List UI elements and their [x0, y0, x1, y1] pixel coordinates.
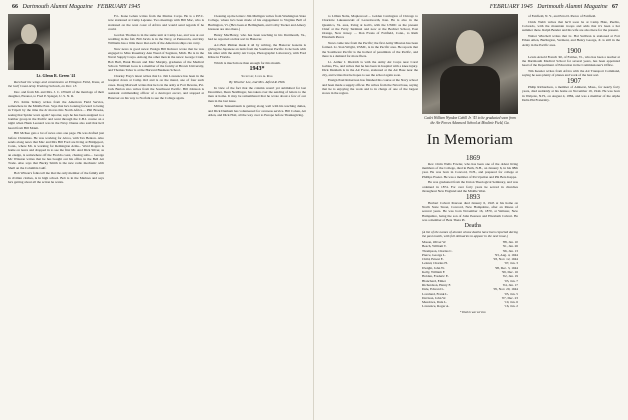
in-memoriam-heading: In Memoriam — [426, 132, 514, 148]
death-name: Leland, Charles H. — [422, 261, 448, 266]
paragraph: Ensign Paul Robertson has finished his course at the Navy school and been made a supply officer. He writes from the Naval base, saying that he is enjoying the work and is in charge of one of the largest stores in the region. — [322, 78, 418, 96]
death-name: Dale, Edward L. — [422, 287, 445, 292]
paragraph: Charley Frey's latest writes that Lt. Jim Lawrence has been in the hospital down at Camp Ord and is on the mend, one of four such cases. Doug Maxwell writes that he is in the army at Fort Devens, Pvt. Jack Barton also writes from the Southwest Pacific. Bill Johnson is assistant commanding officer of a destroyer escort, and stopped at Hanover on his way to Norfolk to see the College again. — [108, 74, 204, 100]
right-page — [314, 0, 628, 420]
death-date: '93, Nov. 12, 1944 — [493, 257, 518, 262]
death-name: Davison, John W. — [422, 295, 446, 300]
paragraph: Lt. Arthur J. Dietrich is with the Army Air Corps near Coral Gables, Fla., and writes that he has been in hospital with a knee injury. Dick Dunham is in the Air Force, stationed at the Air Base near the city, and writes that he hopes to see the school again soon. — [322, 59, 418, 77]
paragraph: Rev. Orrin Wells Fowler, who has been one of the oldest living members of the College, died in Bath, N.H., on January 6, in his 98th year. He was born in Concord, N.H., and prepared for college at Phillips Exeter. He was a member of Psi Upsilon and Phi Beta Kappa. — [422, 161, 518, 179]
deaths-footnote: * Died in war service. — [459, 309, 487, 314]
deaths-heading: Deaths — [464, 223, 482, 230]
death-date: '05, Nov. 20, 1944 — [493, 287, 518, 292]
right-photo-caption: Cadet William Wyndon Cahill Jr. '43 to be graduated soon from the Air Forces Advanced School at Moultrie Field, Ga. — [424, 116, 516, 125]
left-issue-month: FEBRUARY 1945 — [97, 4, 141, 10]
class-year-heading: 1943* — [249, 66, 265, 73]
portrait-uniform — [440, 66, 500, 114]
left-photo-caption-name: Lt. Glenn R. Green '41 — [36, 73, 76, 78]
class-year-heading: 1900 — [567, 46, 581, 55]
right-column-2 — [422, 154, 518, 416]
right-issue-month: FEBRUARY 1945 — [489, 4, 533, 10]
right-magazine-title: Dartmouth Alumni Magazine — [537, 4, 608, 10]
paragraph: Chick Webb writes that he'll soon be at Camp Hale, Pueblo, Colorado, with the mountain troops and adds that it's been a hot summer there. Ralph Bender and his wife are also there for the present. — [522, 19, 620, 33]
right-page-number: 67 — [612, 4, 618, 10]
right-column-1 — [322, 14, 418, 416]
paragraph: Bill McKee gets a lot of news onto one page. He was drafted just before Christmas. He was working for Alcoa, with Tex Benton. Also sends along news that Mac and Mrs Bill Ford are living at Bridgeport, Conn., where Mr. is working for Remington Arms... Ward Rogers is home on leave and dropped in to see the first Mr. And Dick Silver, as an ensign, is somewhere off the Florida coast, chasing subs.... George Mc Winston writes that he has bought out his office in the Bell Art Trade. Also says that Bucky Smith is the new radio mechanic with Shell on the Columbia Gulf. — [8, 131, 104, 170]
class-year-heading: 1869 — [466, 154, 480, 162]
paragraph: Walter Winchell writes that Lt. Hal Sullivan is stationed at Fort Ethan Allen, Burlington, Vermont, and Henry George, Jr. is still in the Army in the Pacific area. — [522, 33, 620, 47]
death-name: Lawrence, Roger A. — [422, 304, 450, 309]
paragraph: He was graduated from the Union Theological Seminary, and was ordained in 1874. For over forty years he served in churches throughout New England and the Middle West. — [422, 180, 518, 193]
death-date: '07, Dec. 23 — [501, 295, 518, 300]
paragraph: of Fairfield, N. Y., and Ezra D. Pierce of Fairfield. — [528, 14, 597, 18]
death-date: '88, Jan. 10 — [502, 240, 518, 244]
left-page-number: 66 — [12, 4, 18, 10]
death-date: '02, Jan. 19 — [502, 274, 518, 279]
death-date: '96, Jan. 13 — [502, 248, 518, 253]
left-magazine-title: Dartmouth Alumni Magazine — [22, 4, 93, 10]
paragraph: F.L. Kane Lehan writes from the Marine Corps. He is a P.F.C. now stationed at Camp Lejeune. Two meetings with Bill Mac, who is stationed on the west coast of Africa and would send regards if he could. — [108, 14, 204, 31]
paragraph: Henry MacHenry, who has been teaching in his Dartmouth, Va., had no reported on that sort in Hanover. — [208, 32, 306, 41]
paragraph: Tim Kessler writes from Africa with the Air Transport Command, saying he sees plenty of planes and work of the best sort. — [522, 68, 620, 78]
portrait-face — [21, 24, 37, 44]
deaths-list — [422, 240, 518, 309]
paragraph: Herbert Calvert Pearson died January 6, 1945 at his home on North State Street, Concord, New Hampshire, after an illness of several years. He was born November 16, 1870, at Webster, New Hampshire, being the son of John Pearson and Elizabeth Calvert. He was a member of Beta Theta Pi. — [422, 200, 518, 223]
death-date: '98, Dec. 3, 1944 — [494, 265, 518, 270]
left-column-1 — [8, 14, 104, 416]
paragraph: Pvt. Kittie Tellery writes from the American Field Service, somewhere in the Middle East. Says that he's looking forward to being in Tripoli by the time the dr moves this North Africa.... Phil Brooks, seeing that Spider worn again? reporter, says he has been assigned to a bomber group in the Pacific and went through the C.B.I. course on a night when Hank Leonard was in the Navy. Duane also said that he'd heard from Bill Mokit. — [8, 99, 104, 130]
class-year-heading: 1893 — [466, 193, 480, 202]
death-date: '99, Dec. 16 — [501, 270, 518, 275]
paragraph: Cleaning up the letters: Jim Mulligan writes from Washington State College, where he's been made of his engagement to Virginia Bell of Burlington, Vt. (He's been at Bellingham, and Colby Tucker and Amory Gleason are also there.) — [208, 14, 306, 31]
death-date: '03, Jan. 7 — [504, 278, 518, 283]
death-date: '04, Jan. 17 — [502, 282, 518, 287]
left-column-2 — [108, 14, 204, 416]
portrait-uniform — [14, 44, 44, 70]
death-date: '10, Jan. 6 — [504, 300, 518, 305]
death-name: Loveland, Frank L. — [422, 291, 449, 296]
left-photo-caption-text: Received his wings and commission at Ellington Field, Texas, at the Gulf Coast Army Training Schools, on Dec. 13. — [8, 79, 104, 89]
paragraph: to Lillian Nelte, Maplewood ... Golden Carrington of Chicago to Charlotte Lukaszewski of Leavenworth, Kan. He is also in the Quantico, Va. area, living at Galt's, with the USMC as the present Chief at the Ferry Terminal and now at the Bechtel School, East Orange, New Jersey. ... Don Evans of Fairfield, Conn., to Ruth Elizabeth Pierce — [322, 14, 418, 40]
left-running-head — [12, 4, 140, 10]
death-name: Beach, William T. — [422, 244, 447, 249]
paragraph: News came late from the Pacific; the first Army Mission has been formed. Lt. Stan Wright, USMC, is in the Pacific area. He reports that the Southwest Pacific is the hotbed of pessimists of the Pacific, and there is a demand for more fliers. — [322, 41, 418, 59]
right-column-3 — [522, 14, 620, 416]
death-name: Meadows, Dale L. — [422, 300, 448, 305]
death-name: Blanchard, Elmer — [422, 278, 446, 283]
death-name: Child, Ernest E. — [422, 257, 444, 262]
death-name: Pierce, George L. — [422, 252, 446, 257]
class-year-heading: 1907 — [567, 77, 581, 86]
death-name: Thompson, Charles C. — [422, 248, 453, 253]
portrait-photo-green — [8, 14, 50, 70]
death-date: '16, Jan. 2 — [504, 304, 518, 309]
death-name: Holden, Frederic E. — [422, 274, 449, 279]
paragraph: In view of the fact that the column wasn't yet submitted for last December, Dean Neidlinger, has taken over the sending of letters to the men at home. It may be remembered that he wrote about a few of our men in the last issue. — [208, 85, 306, 103]
paragraph: Philip Richardson, a member of Amherst, Mass., for nearly forty years, died suddenly at his home on November 19, 1944. He was born in Walpole, N.H., on August 4, 1884, and was a member of the Alpha Delta Phi Fraternity. — [522, 85, 620, 102]
death-date: '91, Jan. 26 — [502, 244, 518, 249]
deaths-intro: (A list of the names of alumni whose deaths have been reported during the past month, with full obituaries to appear in the next issue.) — [422, 230, 518, 239]
paragraph: Dec. and from Mr. and Mrs. J. C. O'Neill of the marriage of their daughter, Eleanor, to Fred P. Spiegel, U. S. N. R. — [8, 89, 104, 99]
paragraph: Milton Tennenbaum is getting along well with his teaching duties, and Dick Dunham has volunteered for overseas service. Bill Cohen, Art Allen, and Dick Holt, all the way over to Europe before Thanksgiving. — [208, 104, 306, 117]
class-secretary: Secretary, Louis A. Ross — [241, 73, 273, 78]
death-entry — [422, 304, 518, 308]
death-date: '93, Aug. 4, 1944 — [494, 252, 518, 257]
right-running-head — [490, 4, 618, 10]
death-date: '05, Jan. 5 — [504, 291, 518, 296]
portrait-photo-cahill — [422, 14, 518, 114]
portrait-face — [456, 30, 484, 64]
death-name: Richardson, Henry F. — [422, 282, 451, 287]
death-name: Kelly, William F. — [422, 270, 446, 275]
paragraph: Gordon Thomas is in the same unit at Camp Lee, and was at our wedding in the fall. Bill Jarvis is in the Navy, at Pensacola, and Ray Williams has a little more that each of the American ships can carry. — [108, 32, 204, 46]
paragraph: New news is good news: Ensign Bill Rohwer wrote that he was engaged to Miss Rosemary Ann Weed of Saginaw, Mich. He is in the Naval Supply Corps. Among the other men in the news: George Cram, Bob Bull, Hank Brown and Mac Murphy, graduates of the Medical School. William Goss is a member of the faculty at Brown University, and Thomas Tabor is at the Harvard Business School. — [108, 46, 204, 73]
death-name: Mason, Oliver W. — [422, 240, 447, 244]
left-column-3 — [208, 14, 306, 416]
paragraph: Bob Wilson's folks tell me that the only member of the family still in civilian clothes, is in high school. Bob is in the Marines and says he's getting about all the action he wants. — [8, 171, 104, 184]
death-name: Dwight, John W. — [422, 265, 445, 270]
class-byline: By Wheeler Lee, 2nd Mrs. Alfred R. Hills — [229, 80, 285, 85]
paragraph: A.C.Bob Pitman made it all by writing, the Hanover Gazette is giving the Japanese an item from the Southwest Pacific. Is he back with his other with the Army Air Corps, Photographic Laboratory, with Fred Kline in Florida. — [208, 42, 306, 60]
paragraph: Which is much more than enough for this month. — [214, 61, 281, 66]
paragraph: Lewis Arnold French '40, of Fairlee, Vt., who has been a teacher at the Dartmouth Medical School for several years, has been appointed head of the Department of Education in the Commissioner's Office. — [522, 54, 620, 68]
death-date: '97, Jan. 3 — [504, 261, 518, 266]
